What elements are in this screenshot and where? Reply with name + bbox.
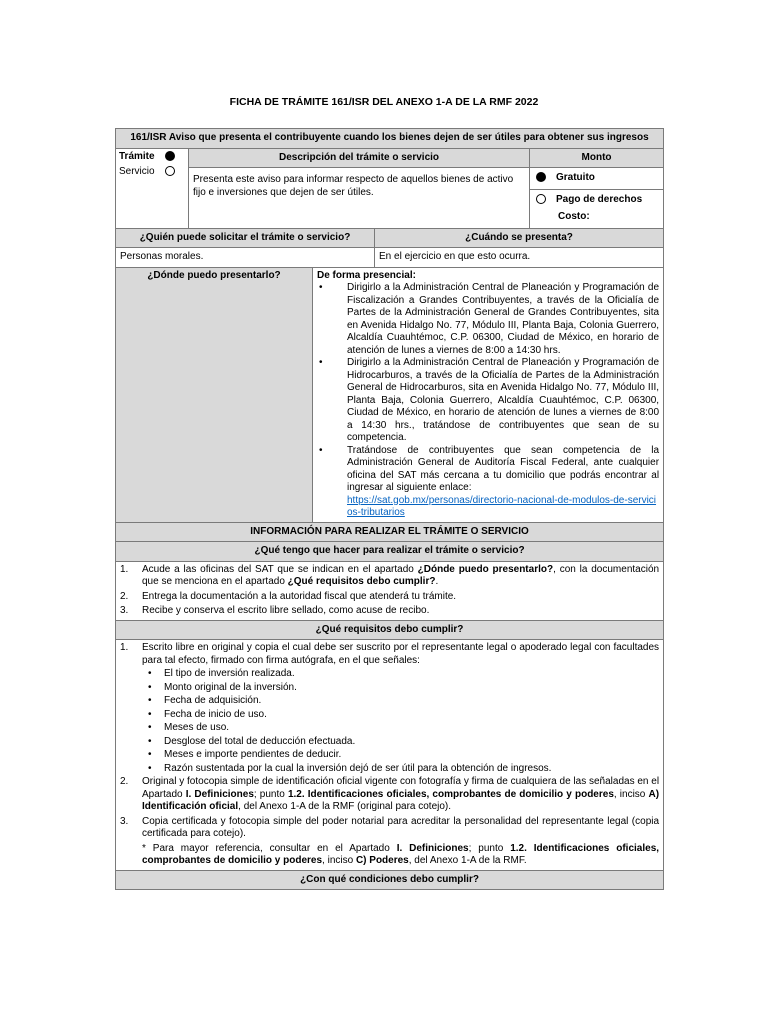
- bullet-icon: •: [319, 444, 323, 456]
- sub-item: • El tipo de inversión realizada.: [148, 668, 295, 679]
- donde-item: • Dirigirlo a la Administración Central de Planeación y Programación de Fiscalización a Grandes Contribuyentes, a través de la Oficialía de Partes de la Administración General de Grandes Contribuyentes, sita en Avenida Hidalgo No. 77, Módulo III, Planta Baja, Colonia Guerrero, Alcaldía Cuauhtémoc, C.P. 06300, Ciudad de México, en horario de atención de lunes a viernes de 8:00 a 14:30 hrs.: [319, 282, 660, 356]
- tramite-option[interactable]: [119, 151, 185, 164]
- servicio-radio-icon[interactable]: [165, 166, 175, 176]
- step-item: 1. Acude a las oficinas del SAT que se indican en el apartado ¿Dónde puedo presentarlo?, con la documentación que se menciona en el apartado ¿Qué requisitos debo cumplir?.: [120, 563, 660, 587]
- sub-item: • Fecha de adquisición.: [148, 695, 262, 706]
- requisito-item: 2. Original y fotocopia simple de identificación oficial vigente con fotografía y firma de cualquiera de las señaladas en el Apartado I. Definiciones; punto 1.2. Identificaciones oficiales, comprobantes de domicilio y poderes, inciso A) Identificación oficial, del Anexo 1-A de la RMF (original para cotejo).: [120, 776, 660, 812]
- servicio-option[interactable]: [119, 166, 185, 179]
- tramite-table: [115, 128, 664, 890]
- info-header: INFORMACIÓN PARA REALIZAR EL TRÁMITE O SERVICIO: [116, 522, 664, 542]
- sub-item: • Fecha de inicio de uso.: [148, 708, 267, 720]
- descripcion-text: Presenta este aviso para informar respecto de aquellos bienes de activo fijo e inversiones que dejen de ser útiles.: [189, 168, 530, 229]
- quien-text: Personas morales.: [116, 248, 375, 268]
- cuando-text: En el ejercicio en que esto ocurra.: [375, 248, 664, 268]
- que-hacer-list: [120, 564, 659, 618]
- cuando-header: ¿Cuándo se presenta?: [375, 228, 664, 248]
- donde-header: ¿Dónde puedo presentarlo?: [116, 267, 313, 522]
- condiciones-header: ¿Con qué condiciones debo cumplir?: [116, 870, 664, 890]
- requisito-item: 1. Escrito libre en original y copia el cual debe ser suscrito por el representante legal o apoderado legal con facultades para tal efecto, firmado con firma autógrafa, en el que señales: • El tipo de inversión realizada. • Monto original de la inversión. • Fecha de adquisición. • Fecha de inicio de uso. • Meses de uso. • Desglose del total de deducción efectuada. • Meses e importe pendientes de deducir. • Razón sustentada por la cual la inversión dejó de ser útil para la obtención de ingresos.: [120, 642, 660, 774]
- pago-radio-icon[interactable]: [536, 194, 546, 204]
- requisito-item: 3. Copia certificada y fotocopia simple del poder notarial para acreditar la personalidad del representante legal (copia certificada para cotejo). * Para mayor referencia, consultar en el Apartado I. Definiciones; punto 1.2. Identificaciones oficiales, comprobantes de domicilio y poderes, inciso C) Poderes, del Anexo 1-A de la RMF.: [120, 815, 660, 866]
- pago-option[interactable]: [530, 189, 664, 228]
- donde-content: [313, 267, 664, 522]
- requisitos-header: ¿Qué requisitos debo cumplir?: [116, 620, 664, 640]
- sub-item: • Razón sustentada por la cual la inversión dejó de ser útil para la obtención de ingresos.: [148, 762, 552, 774]
- descripcion-header: Descripción del trámite o servicio: [189, 148, 530, 168]
- donde-list: [317, 282, 659, 520]
- costo-label: Costo:: [558, 211, 590, 222]
- donde-item: • Dirigirlo a la Administración Central de Planeación y Programación de Hidrocarburos, a través de la Oficialía de Partes de la Administración General de Hidrocarburos, sita en Avenida Hidalgo No. 77, Módulo III, Planta Baja, Colonia Guerrero, Alcaldía Cuauhtémoc, C.P. 06300, Ciudad de México, en horario de atención de lunes a viernes de 8:00 a 14:30 hrs., tratándose de contribuyentes que sean de su competencia.: [319, 357, 660, 443]
- tramite-label: Trámite: [119, 150, 155, 162]
- forma-presencial-label: De forma presencial:: [317, 269, 416, 281]
- que-hacer-header: ¿Qué tengo que hacer para realizar el trámite o servicio?: [116, 542, 664, 562]
- sub-item: • Monto original de la inversión.: [148, 681, 297, 693]
- tramite-header-title: 161/ISR Aviso que presenta el contribuyente cuando los bienes dejen de ser útiles para obtener sus ingresos: [116, 129, 664, 149]
- pago-label: Pago de derechos: [556, 193, 643, 205]
- donde-item: • Tratándose de contribuyentes que sean competencia de la Administración General de Auditoría Fiscal Federal, ante cualquier oficina del SAT más cercana a tu domicilio que podrás encontrar al ingresar al siguiente enlace: https://sat.gob.mx/personas/directorio-nacional-de-modulos-de-servicios-tributarios: [319, 444, 660, 518]
- monto-header: Monto: [530, 148, 664, 168]
- sub-item: • Meses e importe pendientes de deducir.: [148, 749, 342, 760]
- quien-header: ¿Quién puede solicitar el trámite o servicio?: [116, 228, 375, 248]
- sub-item: • Meses de uso.: [148, 722, 230, 733]
- gratuito-radio-selected-icon[interactable]: [536, 172, 546, 182]
- requisito-nota: * Para mayor referencia, consultar en el Apartado I. Definiciones; punto 1.2. Identificaciones oficiales, comprobantes de domicilio y poderes, inciso C) Poderes, del Anexo 1-A de la RMF.: [142, 842, 660, 866]
- tramite-sheet: [115, 128, 663, 890]
- requisito-sublist: [142, 668, 659, 775]
- bullet-icon: •: [319, 357, 323, 368]
- document-title: FICHA DE TRÁMITE 161/ISR DEL ANEXO 1-A DE LA RMF 2022: [229, 96, 539, 108]
- step-item: 3. Recibe y conserva el escrito libre sellado, como acuse de recibo.: [120, 605, 430, 616]
- sub-item: • Desglose del total de deducción efectuada.: [148, 735, 356, 747]
- bullet-icon: •: [319, 282, 323, 293]
- que-hacer-content: [116, 561, 664, 620]
- directorio-link[interactable]: https://sat.gob.mx/personas/directorio-nacional-de-modulos-de-servicios-tributarios: [347, 494, 657, 518]
- step-item: 2. Entrega la documentación a la autoridad fiscal que atenderá tu trámite.: [120, 590, 457, 602]
- tipo-selector: [116, 148, 189, 228]
- tramite-radio-selected-icon[interactable]: [165, 151, 175, 161]
- requisitos-content: [116, 640, 664, 871]
- requisitos-list: [120, 642, 659, 868]
- servicio-label: Servicio: [119, 166, 155, 177]
- gratuito-option[interactable]: [530, 168, 664, 190]
- gratuito-label: Gratuito: [556, 172, 595, 183]
